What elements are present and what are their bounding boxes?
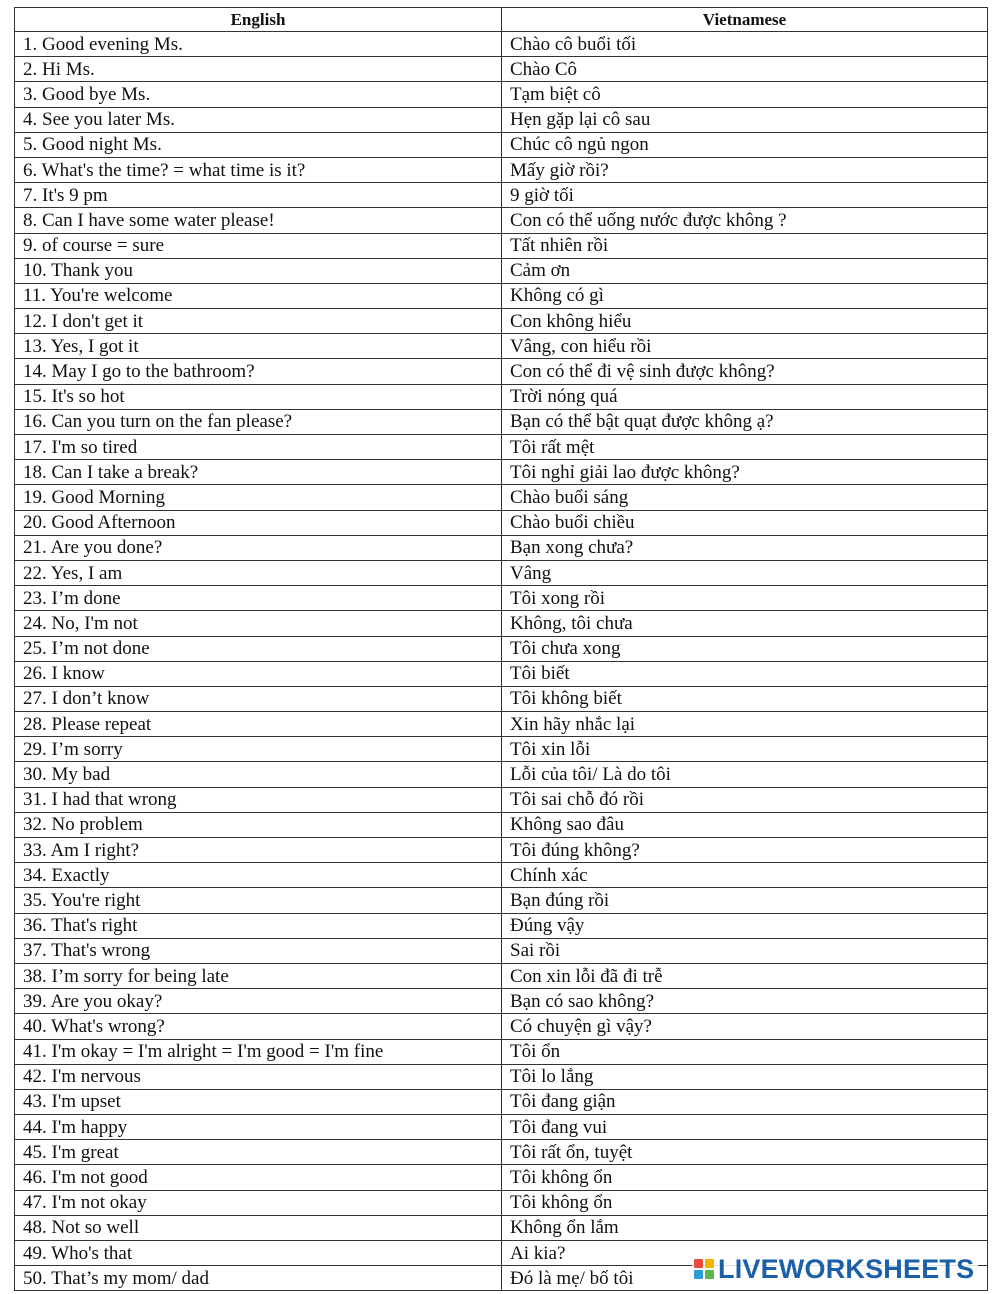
table-row <box>15 737 988 762</box>
table-row <box>15 233 988 258</box>
english-phrase: 40. What's wrong? <box>15 1014 502 1039</box>
vietnamese-translation: Có chuyện gì vậy? <box>502 1014 988 1039</box>
table-row <box>15 460 988 485</box>
table-row <box>15 1190 988 1215</box>
table-row <box>15 132 988 157</box>
table-row <box>15 560 988 585</box>
table-row <box>15 82 988 107</box>
table-row <box>15 1115 988 1140</box>
logo-square-red <box>694 1259 703 1268</box>
table-row <box>15 384 988 409</box>
english-phrase: 14. May I go to the bathroom? <box>15 359 502 384</box>
vietnamese-translation: Trời nóng quá <box>502 384 988 409</box>
liveworksheets-logo-icon <box>694 1259 714 1279</box>
vietnamese-translation: Chúc cô ngủ ngon <box>502 132 988 157</box>
vietnamese-translation: Tôi không ổn <box>502 1165 988 1190</box>
vietnamese-translation: Tôi lo lắng <box>502 1064 988 1089</box>
english-phrase: 47. I'm not okay <box>15 1190 502 1215</box>
english-phrase: 18. Can I take a break? <box>15 460 502 485</box>
table-row <box>15 409 988 434</box>
phrase-sheet <box>14 7 988 1291</box>
vietnamese-translation: Chính xác <box>502 863 988 888</box>
english-phrase: 43. I'm upset <box>15 1089 502 1114</box>
english-phrase: 23. I’m done <box>15 586 502 611</box>
table-row <box>15 485 988 510</box>
vietnamese-translation: Tôi sai chỗ đó rồi <box>502 787 988 812</box>
header-row <box>15 8 988 32</box>
vietnamese-translation: Tôi xong rồi <box>502 586 988 611</box>
vietnamese-translation: Vâng <box>502 560 988 585</box>
table-row <box>15 107 988 132</box>
vietnamese-translation: Đó là mẹ/ bố tôi <box>502 1266 988 1291</box>
watermark-text: LIVEWORKSHEETS <box>718 1254 975 1284</box>
table-row <box>15 183 988 208</box>
table-row <box>15 838 988 863</box>
logo-square-yellow <box>705 1259 714 1268</box>
logo-square-green <box>705 1270 714 1279</box>
vietnamese-translation: Tôi biết <box>502 661 988 686</box>
english-phrase: 24. No, I'm not <box>15 611 502 636</box>
table-row <box>15 157 988 182</box>
vietnamese-translation: Chào Cô <box>502 57 988 82</box>
english-phrase: 1. Good evening Ms. <box>15 32 502 57</box>
english-phrase: 48. Not so well <box>15 1215 502 1240</box>
vietnamese-translation: Con xin lỗi đã đi trễ <box>502 963 988 988</box>
vietnamese-translation: Tôi ổn <box>502 1039 988 1064</box>
vietnamese-translation: Lỗi của tôi/ Là do tôi <box>502 762 988 787</box>
table-row <box>15 208 988 233</box>
english-phrase: 4. See you later Ms. <box>15 107 502 132</box>
table-row <box>15 57 988 82</box>
vietnamese-translation: Không ổn lắm <box>502 1215 988 1240</box>
table-row <box>15 1064 988 1089</box>
english-phrase: 11. You're welcome <box>15 283 502 308</box>
table-row <box>15 535 988 560</box>
vietnamese-translation: Tôi nghỉ giải lao được không? <box>502 460 988 485</box>
table-row <box>15 309 988 334</box>
vietnamese-translation: Bạn có thể bật quạt được không ạ? <box>502 409 988 434</box>
vietnamese-translation: Sai rồi <box>502 938 988 963</box>
table-row <box>15 661 988 686</box>
english-phrase: 50. That’s my mom/ dad <box>15 1266 502 1291</box>
english-column-header: English <box>15 8 502 32</box>
vietnamese-translation: 9 giờ tối <box>502 183 988 208</box>
english-phrase: 35. You're right <box>15 888 502 913</box>
vietnamese-translation: Tôi rất ổn, tuyệt <box>502 1140 988 1165</box>
vietnamese-translation: Chào buổi chiều <box>502 510 988 535</box>
table-row <box>15 1140 988 1165</box>
english-phrase: 27. I don’t know <box>15 686 502 711</box>
english-phrase: 41. I'm okay = I'm alright = I'm good = I'm fine <box>15 1039 502 1064</box>
english-phrase: 34. Exactly <box>15 863 502 888</box>
table-row <box>15 1165 988 1190</box>
logo-square-blue <box>694 1270 703 1279</box>
vietnamese-translation: Cảm ơn <box>502 258 988 283</box>
vietnamese-translation: Tất nhiên rồi <box>502 233 988 258</box>
table-row <box>15 1089 988 1114</box>
vietnamese-translation: Tạm biệt cô <box>502 82 988 107</box>
english-phrase: 8. Can I have some water please! <box>15 208 502 233</box>
vietnamese-translation: Đúng vậy <box>502 913 988 938</box>
english-phrase: 31. I had that wrong <box>15 787 502 812</box>
table-row <box>15 888 988 913</box>
english-phrase: 45. I'm great <box>15 1140 502 1165</box>
vietnamese-translation: Chào buổi sáng <box>502 485 988 510</box>
table-row <box>15 1039 988 1064</box>
table-row <box>15 762 988 787</box>
english-phrase: 19. Good Morning <box>15 485 502 510</box>
vietnamese-translation: Tôi không biết <box>502 686 988 711</box>
table-row <box>15 1215 988 1240</box>
english-phrase: 46. I'm not good <box>15 1165 502 1190</box>
vietnamese-translation: Bạn xong chưa? <box>502 535 988 560</box>
table-row <box>15 712 988 737</box>
liveworksheets-watermark <box>692 1254 978 1284</box>
table-row <box>15 611 988 636</box>
table-row <box>15 863 988 888</box>
vietnamese-translation: Ai kia? <box>502 1241 988 1266</box>
english-phrase: 42. I'm nervous <box>15 1064 502 1089</box>
table-row <box>15 989 988 1014</box>
english-phrase: 5. Good night Ms. <box>15 132 502 157</box>
english-phrase: 16. Can you turn on the fan please? <box>15 409 502 434</box>
vietnamese-translation: Xin hãy nhắc lại <box>502 712 988 737</box>
english-phrase: 13. Yes, I got it <box>15 334 502 359</box>
table-row <box>15 283 988 308</box>
english-phrase: 15. It's so hot <box>15 384 502 409</box>
english-phrase: 20. Good Afternoon <box>15 510 502 535</box>
table-row <box>15 963 988 988</box>
english-phrase: 28. Please repeat <box>15 712 502 737</box>
vietnamese-translation: Tôi đang vui <box>502 1115 988 1140</box>
english-phrase: 37. That's wrong <box>15 938 502 963</box>
table-row <box>15 913 988 938</box>
vietnamese-translation: Con có thể đi vệ sinh được không? <box>502 359 988 384</box>
table-row <box>15 435 988 460</box>
table-row <box>15 334 988 359</box>
vietnamese-translation: Không sao đâu <box>502 812 988 837</box>
vietnamese-translation: Không có gì <box>502 283 988 308</box>
english-phrase: 22. Yes, I am <box>15 560 502 585</box>
table-row <box>15 32 988 57</box>
english-phrase: 33. Am I right? <box>15 838 502 863</box>
table-row <box>15 686 988 711</box>
english-phrase: 25. I’m not done <box>15 636 502 661</box>
english-phrase: 21. Are you done? <box>15 535 502 560</box>
vietnamese-column-header: Vietnamese <box>502 8 988 32</box>
english-phrase: 39. Are you okay? <box>15 989 502 1014</box>
vietnamese-translation: Con không hiểu <box>502 309 988 334</box>
table-row <box>15 510 988 535</box>
vietnamese-translation: Tôi không ổn <box>502 1190 988 1215</box>
english-phrase: 10. Thank you <box>15 258 502 283</box>
english-phrase: 36. That's right <box>15 913 502 938</box>
english-phrase: 32. No problem <box>15 812 502 837</box>
vietnamese-translation: Tôi chưa xong <box>502 636 988 661</box>
table-row <box>15 258 988 283</box>
vietnamese-translation: Không, tôi chưa <box>502 611 988 636</box>
phrase-table <box>14 7 988 1291</box>
vietnamese-translation: Tôi đang giận <box>502 1089 988 1114</box>
table-row <box>15 359 988 384</box>
english-phrase: 3. Good bye Ms. <box>15 82 502 107</box>
vietnamese-translation: Tôi đúng không? <box>502 838 988 863</box>
english-phrase: 44. I'm happy <box>15 1115 502 1140</box>
vietnamese-translation: Tôi xin lỗi <box>502 737 988 762</box>
table-row <box>15 787 988 812</box>
english-phrase: 9. of course = sure <box>15 233 502 258</box>
english-phrase: 2. Hi Ms. <box>15 57 502 82</box>
table-row <box>15 586 988 611</box>
vietnamese-translation: Vâng, con hiểu rồi <box>502 334 988 359</box>
english-phrase: 6. What's the time? = what time is it? <box>15 157 502 182</box>
vietnamese-translation: Chào cô buổi tối <box>502 32 988 57</box>
english-phrase: 38. I’m sorry for being late <box>15 963 502 988</box>
table-row <box>15 1014 988 1039</box>
vietnamese-translation: Con có thể uống nước được không ? <box>502 208 988 233</box>
vietnamese-translation: Mấy giờ rồi? <box>502 157 988 182</box>
english-phrase: 26. I know <box>15 661 502 686</box>
english-phrase: 12. I don't get it <box>15 309 502 334</box>
english-phrase: 17. I'm so tired <box>15 435 502 460</box>
english-phrase: 29. I’m sorry <box>15 737 502 762</box>
vietnamese-translation: Bạn có sao không? <box>502 989 988 1014</box>
english-phrase: 30. My bad <box>15 762 502 787</box>
english-phrase: 7. It's 9 pm <box>15 183 502 208</box>
vietnamese-translation: Bạn đúng rồi <box>502 888 988 913</box>
table-row <box>15 636 988 661</box>
table-row <box>15 938 988 963</box>
english-phrase: 49. Who's that <box>15 1241 502 1266</box>
vietnamese-translation: Tôi rất mệt <box>502 435 988 460</box>
vietnamese-translation: Hẹn gặp lại cô sau <box>502 107 988 132</box>
table-row <box>15 812 988 837</box>
